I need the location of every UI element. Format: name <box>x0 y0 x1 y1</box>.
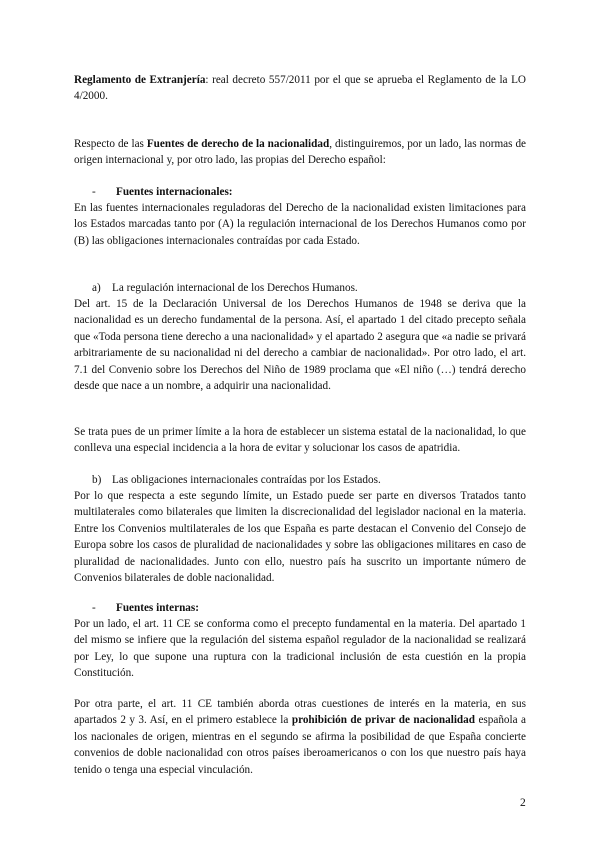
internas-paragraph-2 <box>74 696 526 778</box>
reglamento-text: : real decreto 557/2011 por el que se aprueba el Reglamento de la LO 4/2000. <box>74 74 526 103</box>
sub-b-heading <box>92 472 381 488</box>
internas-paragraph: Por un lado, el art. 11 CE se conforma como el precepto fundamental en la materia. Del apartado 1 del mismo se infiere que la regulación del sistema español regulador de la nacionalidad se realizará por Ley, lo que supone una ruptura con la tradicional inclusión de esta cuestión en la propia Constitución. <box>74 618 526 680</box>
sub-a-title: La regulación internacional de los Derechos Humanos. <box>112 282 358 294</box>
heading-text: Fuentes internacionales: <box>116 186 233 198</box>
fuentes-internacionales-heading <box>92 184 233 200</box>
internas-text-end: española a los nacionales de origen, mientras en el segundo se afirma la posibilidad de que España concierte convenios de doble nacionalidad con otros países iberoamericanos o con los que nuestro país haya tenido o tenga una especial vinculación. <box>74 714 527 776</box>
sub-a-paragraph-2: Se trata pues de un primer límite a la hora de establecer un sistema estatal de la nacionalidad, lo que conlleva una especial incidencia a la hora de evitar y solucionar los casos de apatridia. <box>74 426 526 455</box>
intro-text-end: , distinguiremos, por un lado, las normas de origen internacional y, por otro lado, las propias del Derecho español: <box>74 138 526 167</box>
intro-bold-term: Fuentes de derecho de la nacionalidad <box>146 138 330 150</box>
reglamento-paragraph <box>74 72 526 105</box>
sub-b-title: Las obligaciones internacionales contraídas por los Estados. <box>112 474 381 486</box>
sub-b-paragraph: Por lo que respecta a este segundo límite, un Estado puede ser parte en diversos Tratados tanto multilaterales como bilaterales que limiten la discrecionalidad del legislador nacional en la materia. Entre los Convenios multilaterales de los que España es parte destacan el Convenio del Consejo de Europa sobre los casos de pluralidad de nacionalidades y sobre las obligaciones militares en caso de pluralidad de nacionalidades. Junto con ello, nuestro país ha suscrito un importante número de Convenios bilaterales de doble nacionalidad. <box>74 490 526 585</box>
heading-text: Fuentes internas: <box>116 602 199 614</box>
internas-bold-term: prohibición de privar de nacionalidad <box>291 714 475 727</box>
page-number: 2 <box>520 797 526 809</box>
internacionales-paragraph: En las fuentes internacionales reguladoras del Derecho de la nacionalidad existen limitaciones para los Estados marcadas tanto por (A) la regulación internacional de los Derechos Humanos como por (B) las obligaciones internacionales contraídas por cada Estado. <box>74 202 526 247</box>
bullet-dash: - <box>92 186 96 198</box>
internas-text-start: Por otra parte, el art. 11 CE también aborda otras cuestiones de interés en la materia, en sus apartados 2 y 3. Así, en el primero establece la <box>74 698 526 727</box>
sub-a-heading <box>92 280 358 296</box>
sub-b-label: b) <box>92 474 102 486</box>
intro-paragraph <box>74 136 526 169</box>
reglamento-title: Reglamento de Extranjería <box>74 74 206 86</box>
sub-a-paragraph: Del art. 15 de la Declaración Universal de los Derechos Humanos de 1948 se deriva que la nacionalidad es un derecho fundamental de la persona. Así, el apartado 1 del citado precepto señala que «Toda persona tiene derecho a una nacionalidad» y el apartado 2 asegura que «a nadie se privará arbitrariamente de su nacionalidad ni del derecho a cambiar de nacionalidad». Por otro lado, el art. 7.1 del Convenio sobre los Derechos del Niño de 1989 proclama que «El niño (…) tendrá derecho desde que nace a un nombre, a adquirir una nacionalidad. <box>74 298 526 393</box>
intro-text-start: Respecto de las <box>74 138 147 150</box>
sub-a-label: a) <box>92 282 101 294</box>
bullet-dash: - <box>92 602 96 614</box>
fuentes-internas-heading <box>92 600 199 616</box>
